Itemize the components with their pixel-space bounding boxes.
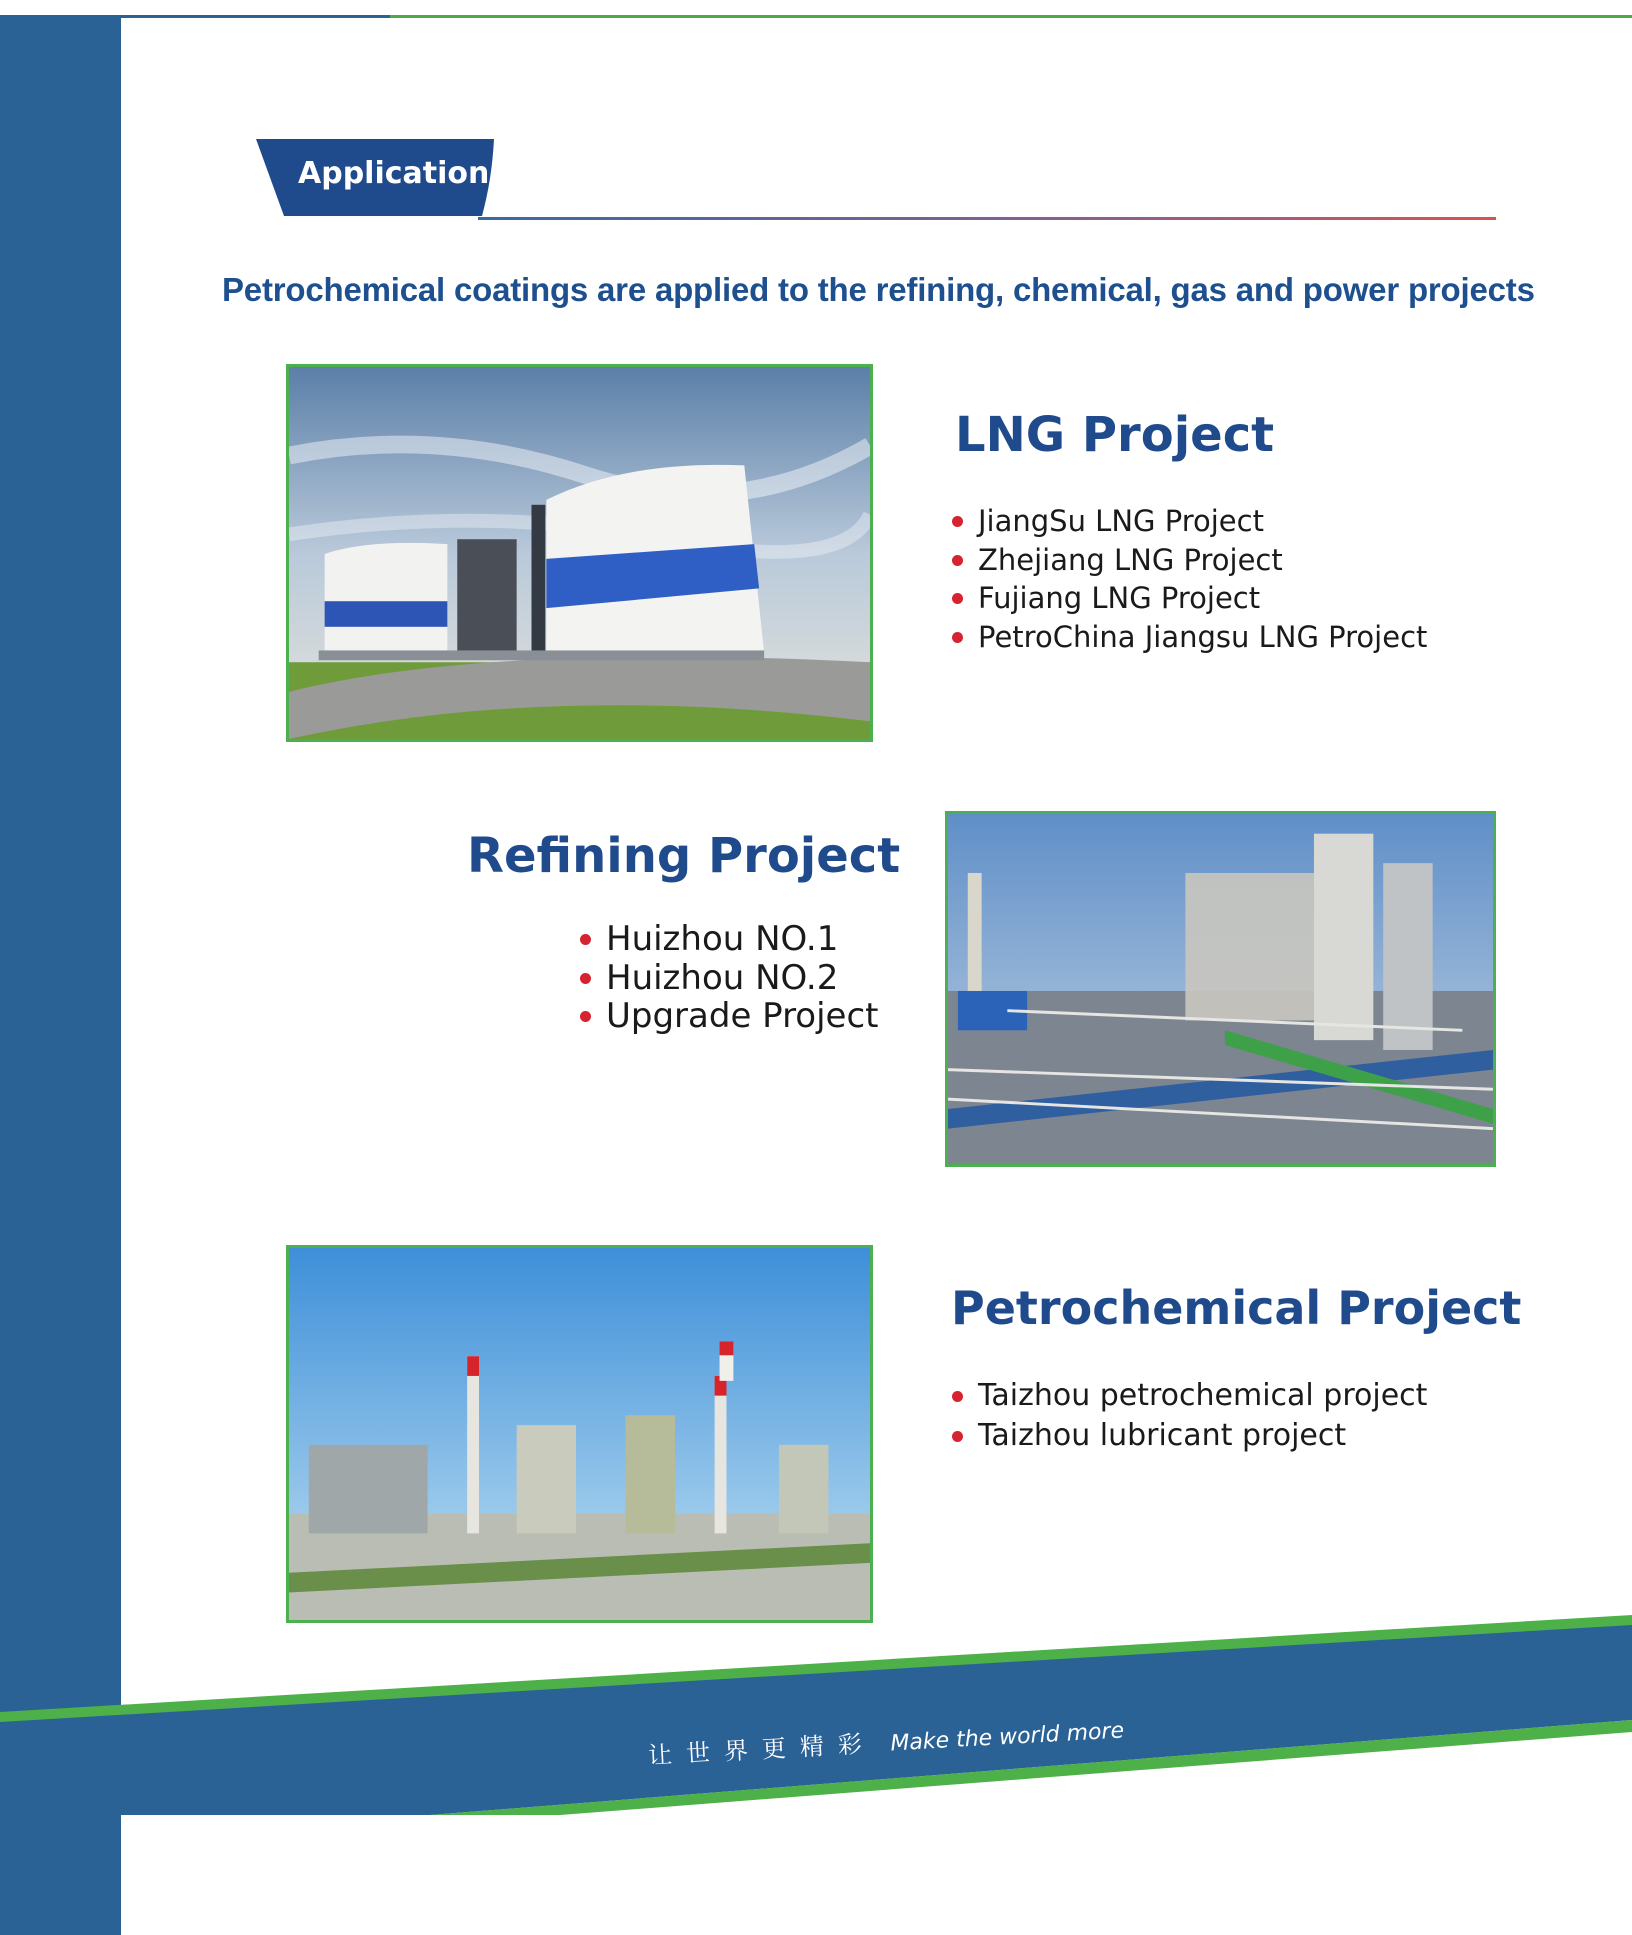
bullet-dot <box>952 516 963 527</box>
bullet-dot <box>952 1391 963 1402</box>
refining-project-list <box>578 920 879 1036</box>
lng-project-title: LNG Project <box>955 407 1275 463</box>
bullet-dot <box>952 593 963 604</box>
list-item: Fujiang LNG Project <box>950 579 1427 618</box>
application-tab-label: Application <box>298 156 490 191</box>
footer-slogan-en: Make the world more <box>889 1718 1125 1757</box>
list-item: Zhejiang LNG Project <box>950 541 1427 580</box>
footer-slogan-cn: 让世界更精彩 <box>647 1729 877 1770</box>
bullet-dot <box>952 555 963 566</box>
petrochemical-plant-photo <box>286 1245 873 1623</box>
bullet-dot <box>580 934 591 945</box>
top-rule-blue <box>0 15 390 18</box>
list-item: Huizhou NO.2 <box>578 959 879 998</box>
lng-project-list <box>950 502 1427 656</box>
footer-band <box>0 1590 1632 1830</box>
bullet-dot <box>952 1431 963 1442</box>
refinery-photo <box>945 811 1496 1167</box>
list-item: JiangSu LNG Project <box>950 502 1427 541</box>
bullet-dot <box>580 973 591 984</box>
refining-project-title: Refining Project <box>467 828 901 884</box>
bullet-dot <box>580 1011 591 1022</box>
list-item: Upgrade Project <box>578 997 879 1036</box>
bullet-dot <box>952 632 963 643</box>
petrochemical-project-title: Petrochemical Project <box>951 1281 1522 1335</box>
list-item: Taizhou petrochemical project <box>950 1376 1427 1416</box>
list-item: PetroChina Jiangsu LNG Project <box>950 618 1427 657</box>
title-rule <box>478 217 1496 220</box>
lng-tanks-photo <box>286 364 873 742</box>
list-item: Huizhou NO.1 <box>578 920 879 959</box>
list-item: Taizhou lubricant project <box>950 1416 1427 1456</box>
petrochemical-project-list <box>950 1376 1427 1456</box>
top-rule-green <box>390 15 1632 18</box>
intro-text: Petrochemical coatings are applied to the refining, chemical, gas and power projects <box>222 271 1535 308</box>
